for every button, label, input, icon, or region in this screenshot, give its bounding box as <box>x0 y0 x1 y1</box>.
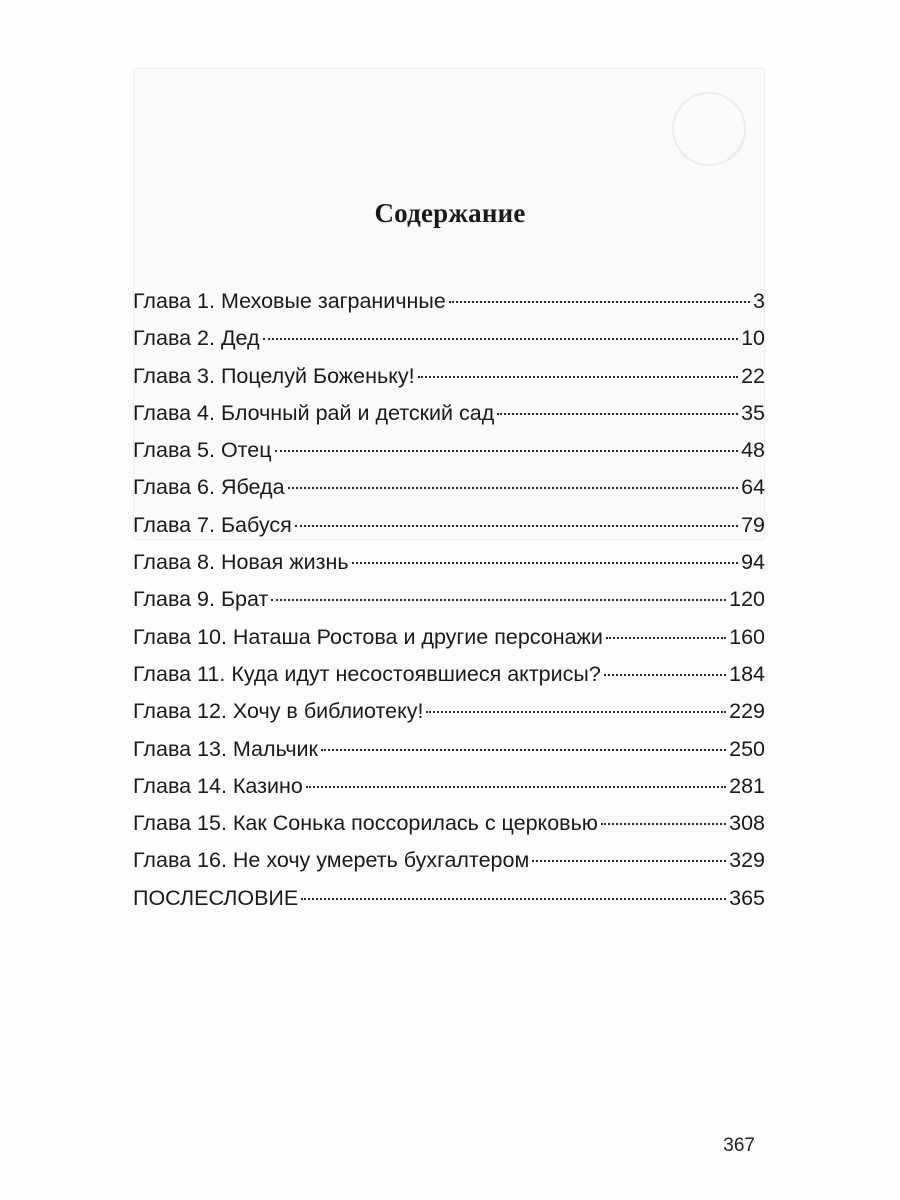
page-number: 367 <box>723 1135 755 1156</box>
toc-entry-title: Глава 11. Куда идут несостоявшиеся актрисы? <box>133 661 601 686</box>
dot-leader <box>352 562 739 564</box>
toc-entry-title: Глава 9. Брат <box>133 587 269 612</box>
toc-entry <box>133 693 765 730</box>
dot-leader <box>275 450 739 452</box>
dot-leader <box>306 786 726 788</box>
dot-leader <box>532 860 726 862</box>
toc-entry-page: 281 <box>729 773 765 798</box>
toc-entry-title: Глава 1. Меховые заграничные <box>133 289 446 313</box>
toc-entry-page: 120 <box>729 587 765 612</box>
toc-entry-page: 250 <box>729 736 765 761</box>
dot-leader <box>295 525 738 527</box>
toc-entry <box>133 619 765 656</box>
bleed-through-seal <box>672 92 746 166</box>
dot-leader <box>288 487 739 489</box>
dot-leader <box>604 674 726 676</box>
toc-entry-title: Глава 7. Бабуся <box>133 512 292 537</box>
toc-entry <box>133 320 765 357</box>
toc-entry-title: Глава 6. Ябеда <box>133 475 285 500</box>
dot-leader <box>449 301 750 303</box>
toc-entry-page: 308 <box>729 811 765 836</box>
toc-entry-page: 35 <box>741 400 765 425</box>
dot-leader <box>418 376 739 378</box>
table-of-contents <box>133 283 765 917</box>
toc-entry <box>133 805 765 842</box>
toc-entry <box>133 544 765 581</box>
toc-entry <box>133 731 765 768</box>
dot-leader <box>321 749 726 751</box>
toc-entry-page: 365 <box>729 885 765 910</box>
toc-entry-title: ПОСЛЕСЛОВИЕ <box>133 885 299 910</box>
toc-entry-page: 184 <box>729 661 765 686</box>
toc-entry <box>133 395 765 432</box>
toc-entry <box>133 507 765 544</box>
toc-entry <box>133 432 765 469</box>
toc-entry-page: 94 <box>741 550 765 575</box>
toc-entry-page: 79 <box>741 512 765 537</box>
toc-entry-title: Глава 14. Казино <box>133 773 303 798</box>
toc-entry-title: Глава 4. Блочный рай и детский сад <box>133 400 495 425</box>
toc-entry-page: 160 <box>729 624 765 649</box>
toc-entry <box>133 880 765 917</box>
toc-entry-title: Глава 8. Новая жизнь <box>133 550 349 575</box>
toc-entry-page: 3 <box>753 289 765 313</box>
dot-leader <box>426 711 726 713</box>
toc-entry-title: Глава 3. Поцелуй Боженьку! <box>133 363 415 388</box>
toc-entry-title: Глава 2. Дед <box>133 326 260 351</box>
toc-entry-title: Глава 16. Не хочу умереть бухгалтером <box>133 848 530 873</box>
toc-entry <box>133 358 765 395</box>
dot-leader <box>497 413 738 415</box>
dot-leader <box>263 338 739 340</box>
toc-entry-page: 329 <box>729 848 765 873</box>
toc-entry <box>133 656 765 693</box>
toc-entry-title: Глава 5. Отец <box>133 438 272 463</box>
dot-leader <box>271 599 726 601</box>
toc-entry-page: 229 <box>729 699 765 724</box>
toc-entry-page: 64 <box>741 475 765 500</box>
toc-entry-page: 22 <box>741 363 765 388</box>
dot-leader <box>606 637 726 639</box>
dot-leader <box>301 898 726 900</box>
toc-entry <box>133 283 765 320</box>
toc-heading: Содержание <box>374 198 526 228</box>
toc-entry-title: Глава 10. Наташа Ростова и другие персонажи <box>133 624 603 649</box>
toc-entry-page: 10 <box>741 326 765 351</box>
toc-entry <box>133 581 765 618</box>
toc-entry-page: 48 <box>741 438 765 463</box>
toc-entry <box>133 842 765 879</box>
toc-entry-title: Глава 15. Как Сонька поссорилась с церковью <box>133 811 598 836</box>
toc-entry-title: Глава 12. Хочу в библиотеку! <box>133 699 424 724</box>
toc-entry-title: Глава 13. Мальчик <box>133 736 318 761</box>
toc-entry <box>133 469 765 506</box>
toc-entry <box>133 768 765 805</box>
dot-leader <box>601 823 726 825</box>
